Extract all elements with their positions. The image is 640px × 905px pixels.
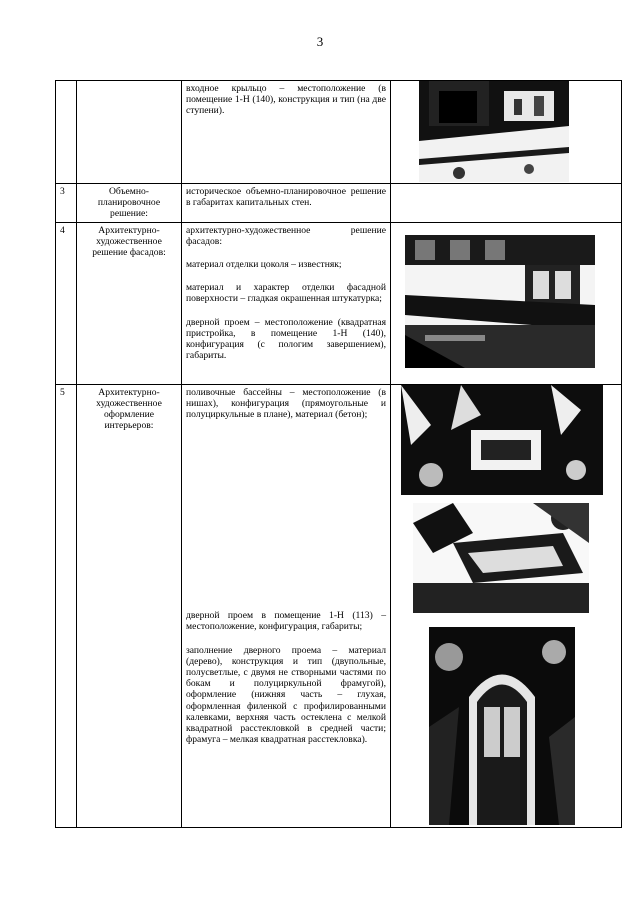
table-row bbox=[56, 81, 622, 184]
description-paragraph: архитектурно-художественное решение фасадов: bbox=[186, 224, 386, 247]
table-row bbox=[56, 222, 622, 384]
row-description bbox=[182, 184, 391, 223]
description-paragraph: дверной проем – местоположение (квадратная пристройка, в помещение 1-Н (140), конфигурация (с пологим завершением), габариты. bbox=[186, 316, 386, 362]
description-paragraph: поливочные бассейны – местоположение (в нишах), конфигурация (прямоугольные и полуциркульные в плане), материал (бетон); bbox=[186, 386, 386, 421]
row-number: 5 bbox=[56, 384, 77, 827]
entrance-porch-photo bbox=[419, 81, 569, 182]
photo-cell bbox=[391, 222, 622, 384]
page-number: 3 bbox=[316, 34, 324, 49]
table-row bbox=[56, 184, 622, 223]
row-number bbox=[56, 81, 77, 184]
row-number: 4 bbox=[56, 222, 77, 384]
description-paragraph: входное крыльцо – местоположение (в помещение 1-Н (140), конструкция и тип (на две ступени). bbox=[186, 83, 386, 117]
doorway-photo bbox=[429, 627, 575, 825]
description-paragraph: заполнение дверного проема – материал (дерево), конструкция и тип (двупольные, полусветлые, с двумя не створными частями по бокам и полуциркульной фрамугой), оформление (нижняя часть – глухая, оформленная филенкой с профилированными калевками, верхняя часть остеклена с мелкой квадратной расстекловкой в средней части; фрамуга – мелкая квадратная расстекловка). bbox=[186, 644, 386, 746]
table-row bbox=[56, 384, 622, 827]
description-paragraph: историческое объемно-планировочное решение в габаритах капитальных стен. bbox=[186, 186, 386, 209]
description-paragraph: материал и характер отделки фасадной поверхности – гладкая окрашенная штукатурка; bbox=[186, 282, 386, 305]
row-name: Архитектурно-художественное оформление интерьеров: bbox=[77, 384, 182, 827]
row-name bbox=[77, 81, 182, 184]
row-description bbox=[182, 384, 391, 827]
row-name: Архитектурно-художественное решение фасадов: bbox=[77, 222, 182, 384]
protected-items-table bbox=[55, 80, 622, 828]
facade-photo bbox=[405, 235, 595, 368]
row-description bbox=[182, 81, 391, 184]
row-number: 3 bbox=[56, 184, 77, 223]
row-description bbox=[182, 222, 391, 384]
photo-cell bbox=[391, 384, 622, 827]
description-paragraph: материал отделки цоколя – известняк; bbox=[186, 259, 342, 271]
description-paragraph: дверной проем в помещение 1-Н (113) – местоположение, конфигурация, габариты; bbox=[186, 610, 386, 633]
photo-cell bbox=[391, 81, 622, 184]
photo-cell bbox=[391, 184, 622, 223]
row-name: Объемно-планировочное решение: bbox=[77, 184, 182, 223]
pool-photo-2 bbox=[413, 503, 589, 613]
pool-photo-1 bbox=[401, 385, 603, 495]
